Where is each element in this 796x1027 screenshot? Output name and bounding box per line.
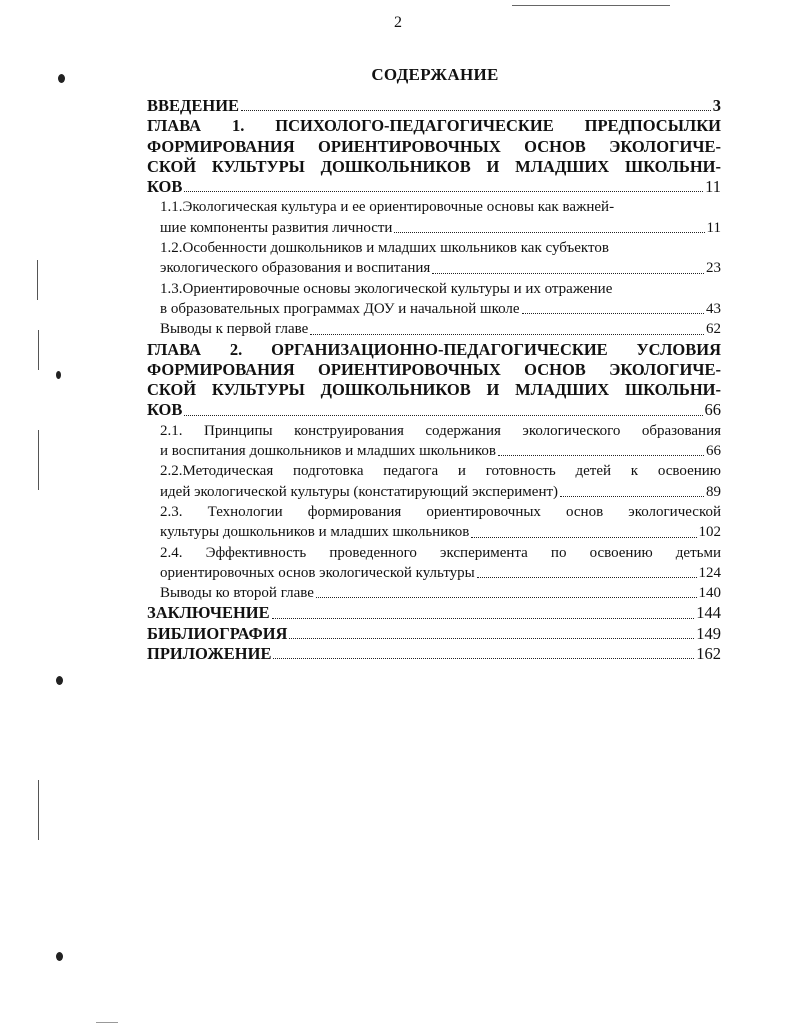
toc-entry-page: 149 [696, 623, 721, 643]
section-title-line: идей экологической культуры (констатирующий эксперимент) [160, 483, 559, 500]
dot-leader [471, 537, 696, 538]
section-title-line: 2.1. Принципы конструирования содержания экологического образования [160, 422, 721, 439]
scan-line-mark [37, 260, 38, 300]
section-title-line: 1.2.Особенности дошкольников и младших школьников как субъектов [160, 240, 609, 257]
dot-leader [394, 232, 704, 233]
section-title-line: и воспитания дошкольников и младших школьников [160, 443, 496, 460]
toc-entry-page: 66 [704, 400, 721, 420]
dot-leader [498, 455, 704, 456]
table-of-contents [147, 96, 721, 664]
scan-artifact-line [96, 1022, 118, 1023]
toc-section [147, 319, 721, 339]
toc-entry-title: ПРИЛОЖЕНИЕ [147, 644, 272, 664]
scan-dot-mark [56, 676, 63, 685]
toc-entry-bibliography [147, 624, 721, 644]
toc-entry-title: ЗАКЛЮЧЕНИЕ [147, 603, 270, 623]
scan-artifact-line [512, 5, 670, 6]
dot-leader [273, 658, 694, 659]
toc-entry-page: 144 [696, 603, 721, 623]
section-title-line: экологического образования и воспитания [160, 260, 431, 277]
scan-line-mark [38, 780, 39, 840]
dot-leader [241, 110, 711, 111]
chapter-title-line: ФОРМИРОВАНИЯ ОРИЕНТИРОВОЧНЫХ ОСНОВ ЭКОЛОГИЧЕ- [147, 136, 721, 156]
scan-dot-mark [56, 371, 61, 379]
section-title-line: 1.3.Ориентировочные основы экологической культуры и их отражение [160, 280, 613, 297]
dot-leader [316, 597, 697, 598]
toc-entry-page: 162 [696, 644, 721, 664]
chapter-title-line: СКОЙ КУЛЬТУРЫ ДОШКОЛЬНИКОВ И МЛАДШИХ ШКОЛЬНИ- [147, 156, 721, 176]
toc-entry-page: 11 [705, 177, 721, 197]
toc-entry-intro [147, 96, 721, 116]
section-title-line: шие компоненты развития личности [160, 219, 393, 236]
chapter-title-line: СКОЙ КУЛЬТУРЫ ДОШКОЛЬНИКОВ И МЛАДШИХ ШКОЛЬНИ- [147, 380, 721, 400]
chapter-title-line: ГЛАВА 1. ПСИХОЛОГО-ПЕДАГОГИЧЕСКИЕ ПРЕДПОСЫЛКИ [147, 116, 721, 136]
scan-line-mark [38, 430, 39, 490]
toc-entry-page: 62 [706, 321, 721, 338]
section-title-line: культуры дошкольников и младших школьников [160, 524, 470, 541]
section-title-line: 2.3. Технологии формирования ориентировочных основ экологической [160, 503, 721, 520]
toc-section [147, 502, 721, 543]
dot-leader [310, 334, 704, 335]
toc-entry-appendix [147, 644, 721, 664]
toc-entry-page: 124 [698, 564, 721, 581]
dot-leader [522, 313, 704, 314]
toc-entry-page: 89 [706, 483, 721, 500]
toc-section [147, 279, 721, 320]
toc-entry-conclusion [147, 603, 721, 623]
page-number: 2 [394, 14, 402, 31]
toc-section [147, 197, 721, 238]
toc-entry-title: ВВЕДЕНИЕ [147, 96, 240, 115]
section-title-line: Выводы к первой главе [160, 321, 309, 338]
toc-entry-page: 43 [706, 300, 721, 317]
toc-section [147, 461, 721, 502]
dot-leader [184, 191, 703, 192]
scan-dot-mark [56, 952, 63, 961]
section-title-line: Выводы ко второй главе [160, 585, 314, 602]
section-title-line: 2.2.Методическая подготовка педагога и готовность детей к освоению [160, 463, 721, 480]
toc-entry-page: 102 [698, 524, 721, 541]
section-title-line: в образовательных программах ДОУ и начальной школе [160, 300, 520, 317]
chapter-title-line: КОВ [147, 177, 183, 197]
dot-leader [289, 638, 694, 639]
toc-chapter-2 [147, 340, 721, 421]
dot-leader [272, 618, 695, 619]
toc-entry-page: 140 [698, 585, 721, 602]
toc-entry-title: БИБЛИОГРАФИЯ [147, 623, 288, 643]
chapter-title-line: ГЛАВА 2. ОРГАНИЗАЦИОННО-ПЕДАГОГИЧЕСКИЕ УСЛОВИЯ [147, 339, 721, 359]
toc-entry-page: 23 [706, 260, 721, 277]
chapter-title-line: КОВ [147, 400, 183, 420]
dot-leader [432, 273, 704, 274]
toc-section [147, 543, 721, 584]
scan-line-mark [38, 330, 39, 370]
toc-section [147, 238, 721, 279]
toc-entry-page: 66 [706, 443, 721, 460]
dot-leader [560, 496, 704, 497]
toc-heading: СОДЕРЖАНИЕ [371, 65, 499, 84]
section-title-line: 2.4. Эффективность проведенного эксперимента по освоению детьми [160, 544, 721, 561]
dot-leader [184, 415, 702, 416]
dot-leader [477, 577, 697, 578]
toc-chapter-1 [147, 116, 721, 197]
chapter-title-line: ФОРМИРОВАНИЯ ОРИЕНТИРОВОЧНЫХ ОСНОВ ЭКОЛОГИЧЕ- [147, 359, 721, 379]
section-title-line: ориентировочных основ экологической культуры [160, 564, 475, 581]
toc-section [147, 583, 721, 603]
toc-entry-page: 3 [712, 96, 721, 115]
section-title-line: 1.1.Экологическая культура и ее ориентировочные основы как важней- [160, 199, 615, 216]
toc-entry-page: 11 [706, 219, 721, 236]
toc-section [147, 421, 721, 462]
